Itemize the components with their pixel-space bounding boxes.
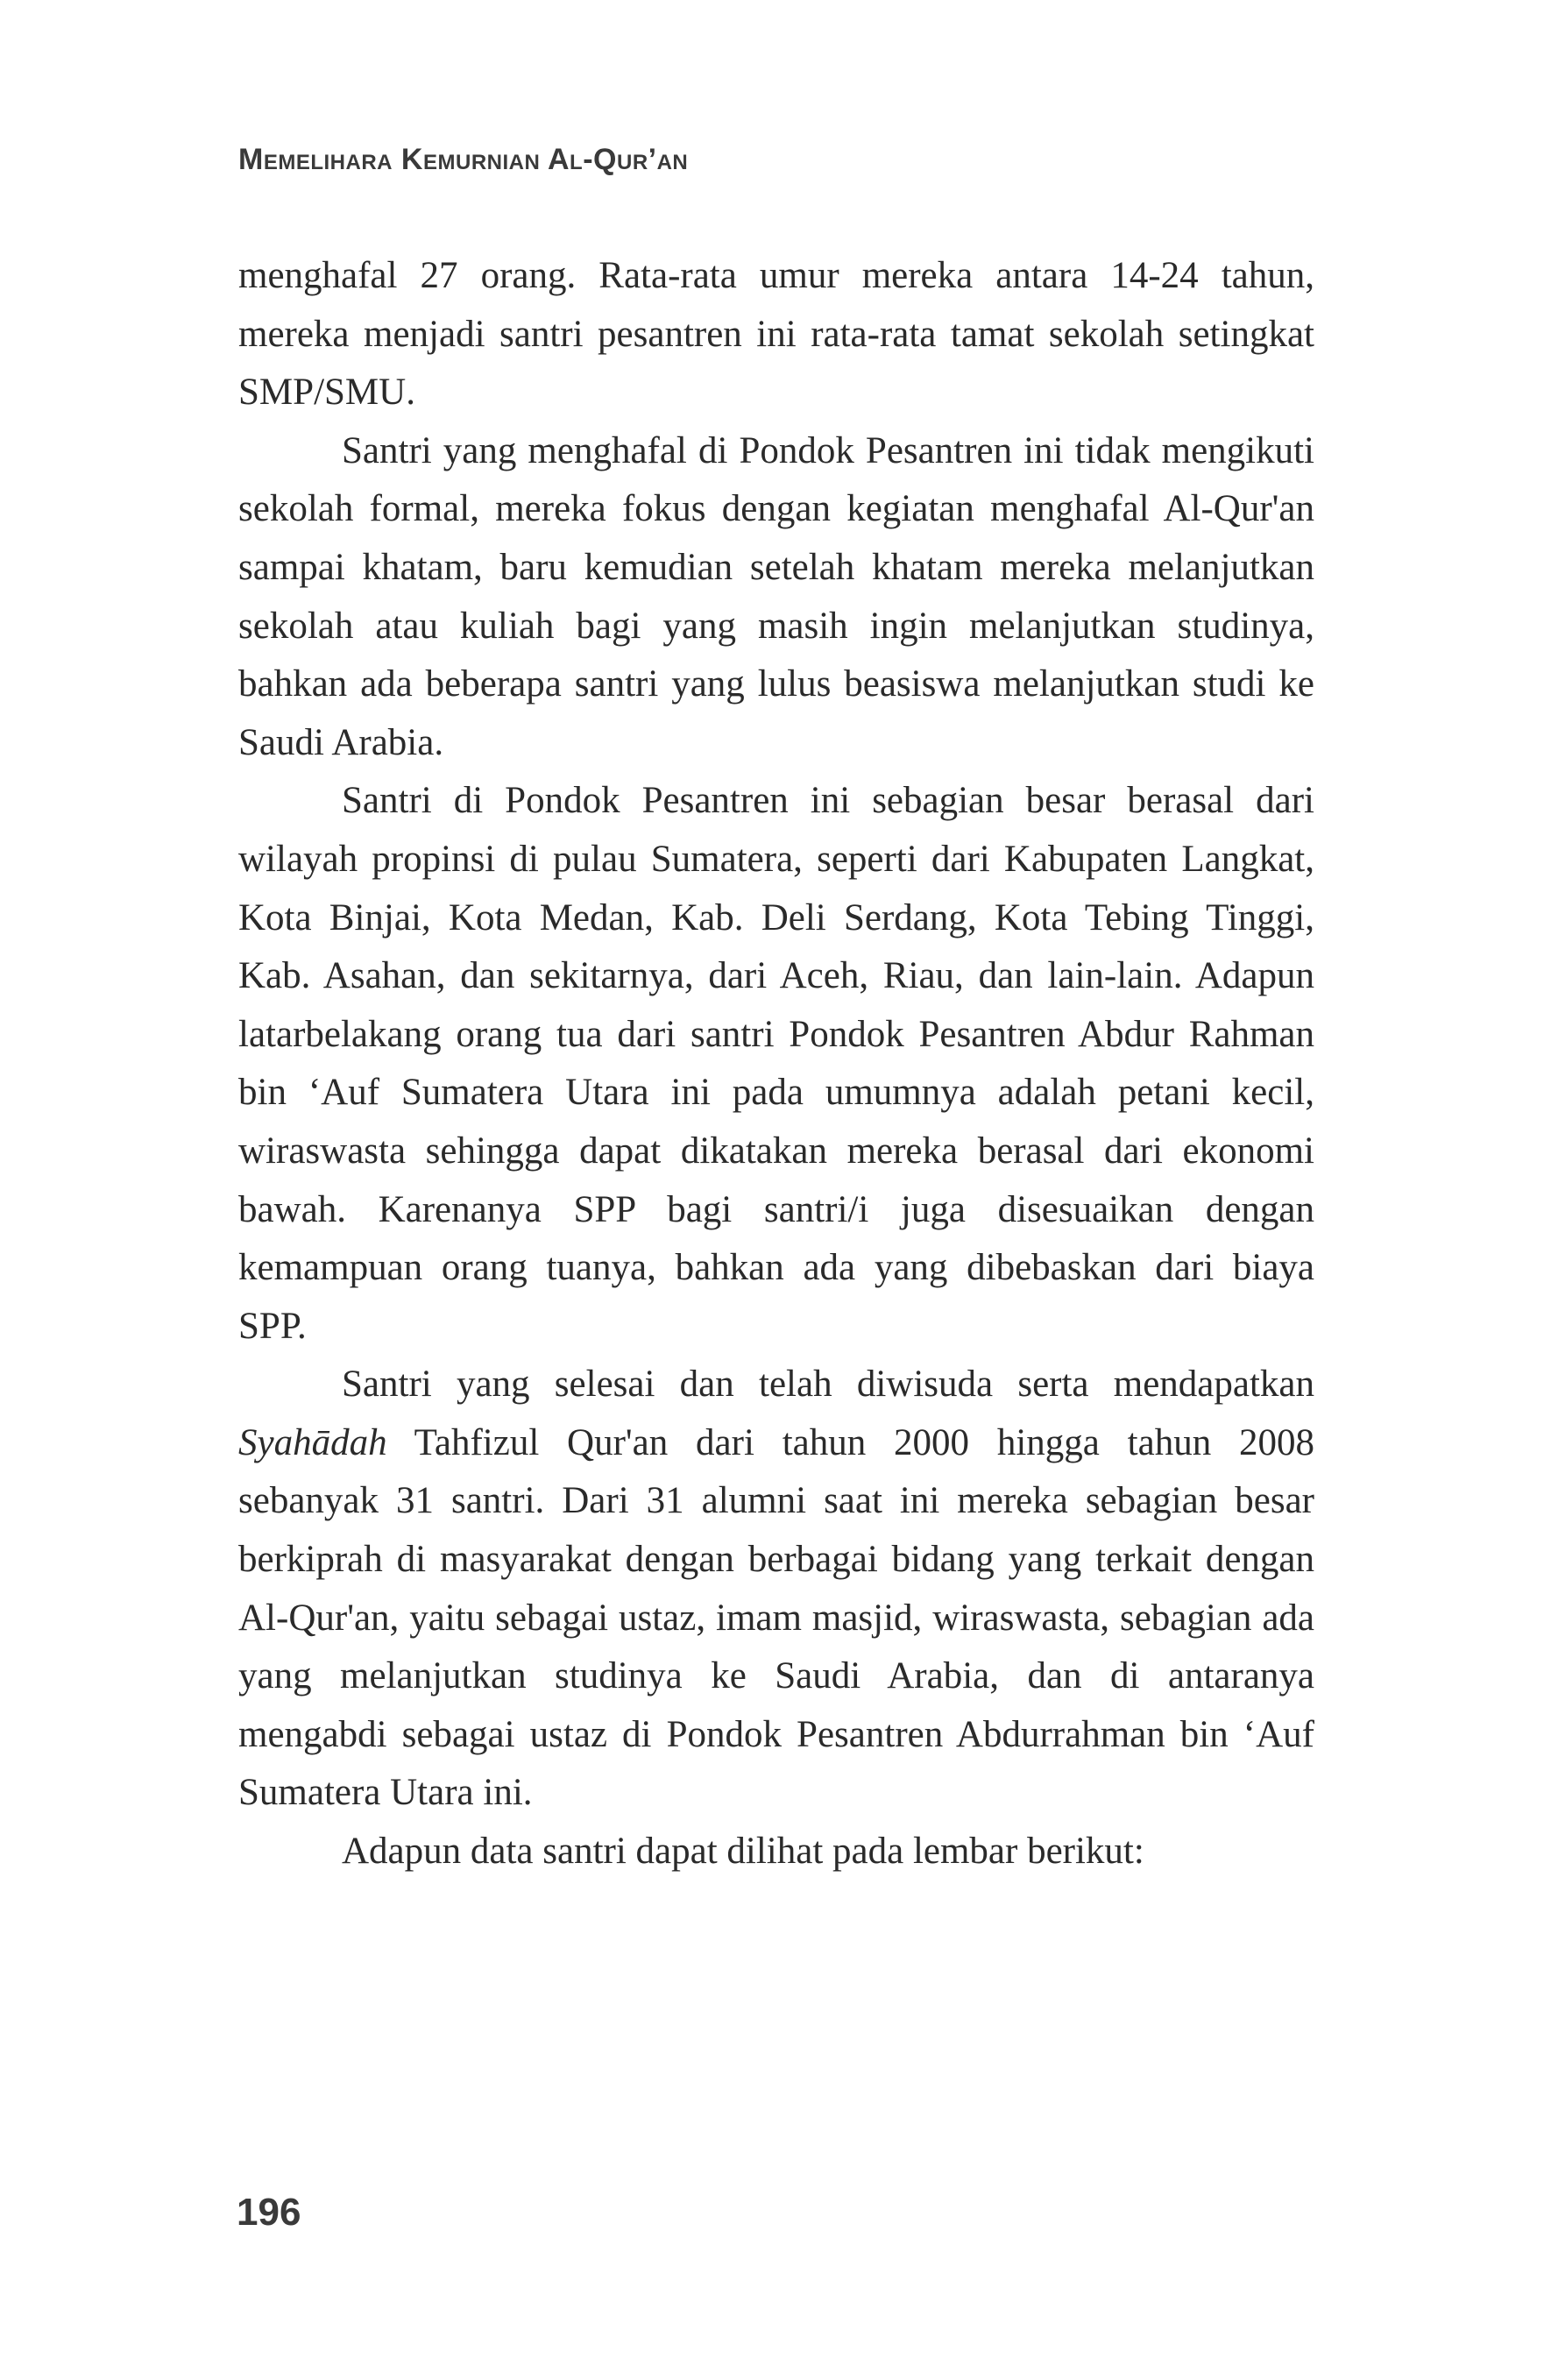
page-number: 196 — [237, 2191, 301, 2234]
paragraph-3: Santri di Pondok Pesantren ini sebagian besar berasal dari wilayah propinsi di pulau Sumatera, seperti dari Kabupaten Langkat, Kota Binjai, Kota Medan, Kab. Deli Serdang, Kota Tebing Tinggi, Kab. Asahan, dan sekitarnya, dari Aceh, Riau, dan lain-lain. Adapun latarbelakang orang tua dari santri Pondok Pesantren Abdur Rahman bin ‘Auf Sumatera Utara ini pada umumnya adalah petani kecil, wiraswasta sehingga dapat dikatakan mereka berasal dari ekonomi bawah. Karenanya SPP bagi santri/i juga disesuaikan dengan kemampuan orang tuanya, bahkan ada yang dibebaskan dari biaya SPP. — [238, 780, 1314, 1347]
syahadah-term: Syahādah — [238, 1421, 387, 1463]
paragraph-2: Santri yang menghafal di Pondok Pesantren ini tidak mengikuti sekolah formal, mereka fokus dengan kegiatan menghafal Al-Qur'an sampai khatam, baru kemudian setelah khatam mereka melanjutkan sekolah atau kuliah bagi yang masih ingin melanjutkan studinya, bahkan ada beberapa santri yang lulus beasiswa melanjutkan studi ke Saudi Arabia. — [238, 429, 1314, 763]
paragraph-4-lead: Santri yang selesai dan telah diwisuda serta mendapatkan — [342, 1364, 1314, 1406]
body-text — [238, 247, 1314, 1881]
paragraph-4-rest: Tahfizul Qur'an dari tahun 2000 hingga tahun 2008 sebanyak 31 santri. Dari 31 alumni saat ini mereka sebagian besar berkiprah di masyarakat dengan berbagai bidang yang terkait dengan Al-Qur'an, yaitu sebagai ustaz, imam masjid, wiraswasta, sebagian ada yang melanjutkan studinya ke Saudi Arabia, dan di antaranya mengabdi sebagai ustaz di Pondok Pesantren Abdurrahman bin ‘Auf Sumatera Utara ini. — [238, 1421, 1314, 1814]
paragraph-4 — [238, 1356, 1314, 1823]
paragraph-1: menghafal 27 orang. Rata-rata umur mereka antara 14-24 tahun, mereka menjadi santri pesantren ini rata-rata tamat sekolah setingkat SMP/SMU. — [238, 255, 1314, 414]
running-header: Memelihara Kemurnian Al-Qur’an — [238, 143, 689, 176]
paragraph-5: Adapun data santri dapat dilihat pada lembar berikut: — [342, 1831, 1144, 1873]
